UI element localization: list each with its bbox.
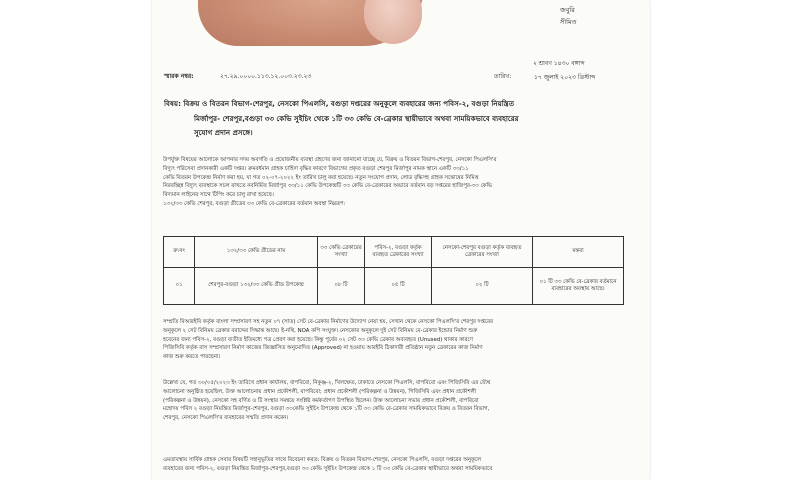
paragraph-line: নিরবচ্ছিন্ন বিদ্যুৎ ব্যবস্থাকে সচল রাখতে নবনির্মিত মির্জাপুর ৩৩/১১ কেভি উপকেন্দ্রটি ৩৩ কেভি বে-ব্রেকারের অভাবে বর্তমান বড় দপ্তরের হাজিপুর-৩৩ কেভি <box>163 183 492 190</box>
paragraph-line: অনুকূলে ২ সেট বিনিময় ব্রেকার বরাদ্দের সিদ্ধান্ত আছে। ই-নথি, NOA কপি সংযুক্ত। নেসকোর অনুকূলে দুই সেট বিনিময় বে-ব্রেকার ইন্ডোর নির্মাণ শুরু <box>163 327 478 334</box>
table-cell: শেরপুর-বগুড়া ১৩২/৩৩ কেভি গ্রীড উপকেন্দ্র <box>195 268 318 305</box>
table-cell: ০১ <box>164 268 195 305</box>
table-header: মন্তব্য <box>533 237 624 268</box>
subject-line <box>164 97 640 112</box>
paragraph-line: বিদ্যুৎ পরিসেবা প্রদানকারী একটি দপ্তর। ক্রমবর্ধমান গ্রাহক চাহিদা বৃদ্ধির কারণে বিভাগের প্রকৃত বগুড়া শেরপুর মির্জাপুর নামক স্থানে একটি ৩৩/১১ <box>163 165 469 172</box>
paragraph-line: সম্প্রতি বিআরইবি কর্তৃক বাংলা সম্প্রসারণ সহ নতুন ০৭ (সাত) সেট বে-ব্রেকার নির্মাণের উদ্যোগ নেয়া হয়, সেখান থেকে নেসকো পিএলসি'র শেরপুর দপ্তরের <box>163 319 493 325</box>
table-cell: ০১ টি ৩৩ কেভি বে-ব্রেকার বর্তমানে ব্যবহারের অবস্থায় আছে। <box>533 268 624 305</box>
table-header: ক্র:নং <box>164 237 195 268</box>
table-header-row <box>164 237 624 268</box>
memo-label: স্মারক নম্বর: <box>164 73 194 80</box>
paragraph-line: পিজিসিবি কর্তৃক বাস সম্প্রসারণ নির্মাণ কাজের জিজ্ঞাসিত অনুমোদিত (Approved) না হওয়ায় আরইবি ঠিকাদারী প্রতিষ্ঠান নতুন ব্রেকারের কাজ নির্মাণ <box>163 345 483 352</box>
memo-number: ২৭.২৯.০০০০.১১৩.১২.০০৩.২৩.২৩ <box>220 73 312 80</box>
signature-line: সীমিত <box>560 18 577 26</box>
subject-line: সুযোগ প্রদান প্রসঙ্গে। <box>194 128 253 137</box>
paragraph-line: হবেনের জন্য পবিস-২, বগুড়া ব্যতীত ইতিমধ্যে পত্র প্রেরণ করা হয়েছে। কিন্তু পূর্বের ০২ সেট ৩৩ কেভি ব্রেকার অব্যবহৃত (Unused) থাকার কারণে <box>163 336 473 343</box>
paragraph-line: ১৩২/৩৩ কেভি শেরপুর, বগুড়া গ্রীডের ৩৩ কেভি বে-ব্রেকারের বর্তমান অবস্থা নিম্নরূপ: <box>163 200 346 207</box>
paragraph-line: মহোদয় পবিস ২ বগুড়া নিয়ন্ত্রিত মির্জাপুর-শেরপুর, বগুড়া ৩৩কেভি সুইচিং উপকেন্দ্র থেকে ১টি ৩৩ কেভি বে-ব্রেকার সাময়িকভাবে বিক্রয় ও বিতরন বিভাগ, <box>163 406 490 413</box>
paragraph-line: (পরিকল্পনা ও উন্নয়ন), নেসকো সহ বর্ণিত ও টি সংস্থার সমন্বয়ে সংশ্লিষ্ট কর্মকর্তাগণ উপস্থিত ছিলেন। উক্ত আলোচনা সভায় প্রধান প্রকৌশলী, বাপবিবো <box>163 397 479 404</box>
subject-label: বিষয়: <box>164 99 181 108</box>
paragraph-line: কেভি বিতরন উপকেন্দ্র নির্মাণ করা হয়, যা গত ০২-০৭-২০২২ ইং তারিখ চালু করা হয়েছে। নতুন সংযোগ প্রদান, লোড বৃদ্ধিসহ গ্রাহক সন্তোষের নিমিত্ত <box>163 174 479 181</box>
table-header: ৩৩ কেভি ব্রেকারের সংখ্যা <box>318 237 365 268</box>
table-row <box>164 268 624 305</box>
subject-text: বিক্রয় ও বিতরন বিভাগ-শেরপুর, নেসকো পিএলসি, বগুড়া দপ্তরের অনুকূলে ব্যবহারের জন্য পবিস-২, বগুড়া নিয়ন্ত্রিত <box>183 99 515 108</box>
paragraph-line: আলোচনা অনুষ্ঠিত হয়েছিল, উক্ত আলোচনায় প্রধান প্রকৌশলী, বাপবিবো; প্রধান প্রকৌশলী (পরিকল্পনা ও উন্নয়ন), পিজিসিবি এবং প্রধান প্রকৌশলী <box>163 388 477 395</box>
signature-line: জবুরি <box>560 6 575 14</box>
table-cell: ০৮ টি <box>318 268 365 305</box>
table-cell: ০২ টি <box>432 268 533 305</box>
table-header: নেসকো-শেরপুর বগুড়া কর্তৃক ব্যবহৃত ব্রেকারের সংখ্যা <box>432 237 533 268</box>
paragraph-line: কাজ শুরু করতে পারছেনা। <box>163 354 221 361</box>
paragraph-line: বিদ্যমান লাইনের সাথে টিপিং করে চালু রাখা হয়েছে। <box>163 192 274 199</box>
date-label: তারিখ: <box>494 73 512 80</box>
signature-block <box>560 4 577 28</box>
paragraph-line: এমতাবস্থায় সার্বিক গ্রাহক সেবার বিষয়টি সহানুভূতির সাথে বিবেচনা করত: বিক্রয় ও বিতরন বিভাগ-শেরপুর, নেসকো পিএলসি, বগুড়া দপ্তরের অনুকূলে <box>163 457 481 463</box>
breaker-status-table <box>163 236 624 305</box>
subject-block <box>164 97 640 141</box>
document-page <box>152 0 650 480</box>
table-cell: ০৫ টি <box>365 268 432 305</box>
paragraph-intro <box>163 156 639 209</box>
paragraph-request <box>163 456 639 474</box>
date-english: ১৭ জুলাই ২০২৩ খ্রিস্টাব্দ <box>534 74 596 81</box>
table-header: ১৩২/৩৩ কেভি গ্রীডের নাম <box>195 237 318 268</box>
subject-line: মির্জাপুর- শেরপুর,বগুড়া ৩৩ কেভি সুইচিং থেকে ১টি ৩৩ কেভি বে-ব্রেকার স্থায়ীভাবে অথবা সাময়িকভাবে ব্যবহারের <box>194 113 519 123</box>
paragraph-line: উল্লেখ্য যে, গত ৩০/০৫/২০২৩ ইং তারিখে প্রধান কার্যালয়, বাপবিবো, নিকুঞ্জ-২, খিলক্ষেত, ঢাকাতে নেসকো পিএলসি, বাপবিবো এবং পিজিসিবি এর যৌথ <box>163 380 491 386</box>
paragraph-meeting <box>163 379 639 423</box>
table-header: পবিস-২, বগুড়া কর্তৃক ব্যবহৃত ব্রেকারের সংখ্যা <box>365 237 432 268</box>
paragraph-status <box>163 318 639 362</box>
paragraph-line: উপর্যুক্ত বিষয়ের আলোকে আপনার সদয় অবগতি ও প্রয়োজনীয় ব্যবস্থা গ্রহণের জন্য জানানো যাচ্ছে যে, বিক্রয় ও বিতরন বিভাগ-শেরপুর, নেসকো পিএলসি'র <box>163 157 497 163</box>
paragraph-line: শেরপুর, নেসকো পিএলসি'র ব্যবহারের সম্মতি প্রদান করেন। <box>163 415 289 422</box>
paragraph-line: ব্যবহারের জন্য পবিস-২, বগুড়া নিয়ন্ত্রিত মির্জাপুর-শেরপুর,বগুড়া ৩৩ কেভি সুইচিং উপকেন্দ্র থেকে ১ টি ৩৩ কেভি বে-ব্রেকার স্থায়ীভাবে অথবা সাময়িকভাবে <box>163 465 493 472</box>
date-bengali: ২ শ্রাবণ ১৪৩০ বঙ্গাব্দ <box>533 60 585 67</box>
